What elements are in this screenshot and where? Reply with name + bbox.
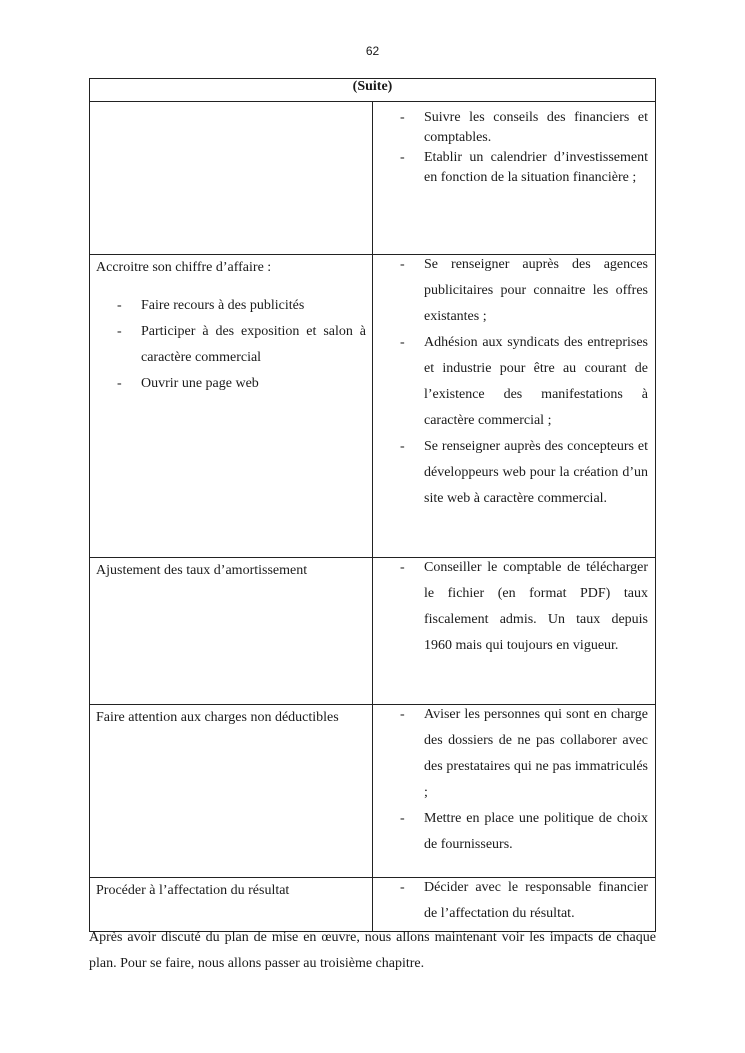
- action-cell: [373, 558, 656, 705]
- table-row: [90, 255, 656, 558]
- objective-subitem: - Faire recours à des publicités: [141, 293, 366, 319]
- continuation-label: (Suite): [90, 79, 656, 102]
- objective-cell: [90, 558, 373, 705]
- objective-cell: [90, 102, 373, 255]
- action-cell: [373, 705, 656, 878]
- action-item: - Décider avec le responsable financier de l’affectation du résultat.: [424, 875, 648, 927]
- action-item: - Etablir un calendrier d’investissement en fonction de la situation financière ;: [424, 148, 648, 188]
- objective-cell: [90, 878, 373, 932]
- page-number: 62: [365, 44, 380, 58]
- objective-subitem: - Participer à des exposition et salon à caractère commercial: [141, 319, 366, 371]
- objective-cell: [90, 255, 373, 558]
- objective-title: Procéder à l’affectation du résultat: [96, 883, 290, 898]
- action-item: - Mettre en place une politique de choix de fournisseurs.: [424, 806, 648, 858]
- objective-title: Faire attention aux charges non déductibles: [96, 710, 339, 725]
- action-item: - Aviser les personnes qui sont en charge des dossiers de ne pas collaborer avec des prestataires qui ne pas immatriculés ;: [424, 702, 648, 806]
- table-row: [90, 878, 656, 932]
- table-header-row: [90, 79, 656, 102]
- action-item: - Adhésion aux syndicats des entreprises et industrie pour être au courant de l’existence des manifestations à caractère commercial ;: [424, 330, 648, 434]
- table-row: [90, 102, 656, 255]
- table-row: [90, 705, 656, 878]
- action-item: - Se renseigner auprès des agences publicitaires pour connaitre les offres existantes ;: [424, 252, 648, 330]
- objective-subitem: - Ouvrir une page web: [141, 371, 366, 397]
- action-cell: [373, 102, 656, 255]
- action-item: - Conseiller le comptable de télécharger le fichier (en format PDF) taux fiscalement admis. Un taux depuis 1960 mais qui toujours en vigueur.: [424, 555, 648, 659]
- action-item: - Se renseigner auprès des concepteurs et développeurs web pour la création d’un site web à caractère commercial.: [424, 434, 648, 512]
- conclusion-paragraph: Après avoir discuté du plan de mise en œuvre, nous allons maintenant voir les impacts de chaque plan. Pour se faire, nous allons passer au troisième chapitre.: [89, 930, 656, 971]
- objective-title: Accroitre son chiffre d’affaire :: [96, 260, 272, 275]
- action-plan-table: [89, 78, 656, 932]
- objective-cell: [90, 705, 373, 878]
- action-item: - Suivre les conseils des financiers et comptables.: [424, 108, 648, 148]
- objective-title: Ajustement des taux d’amortissement: [96, 563, 308, 578]
- action-cell: [373, 878, 656, 932]
- action-cell: [373, 255, 656, 558]
- table-row: [90, 558, 656, 705]
